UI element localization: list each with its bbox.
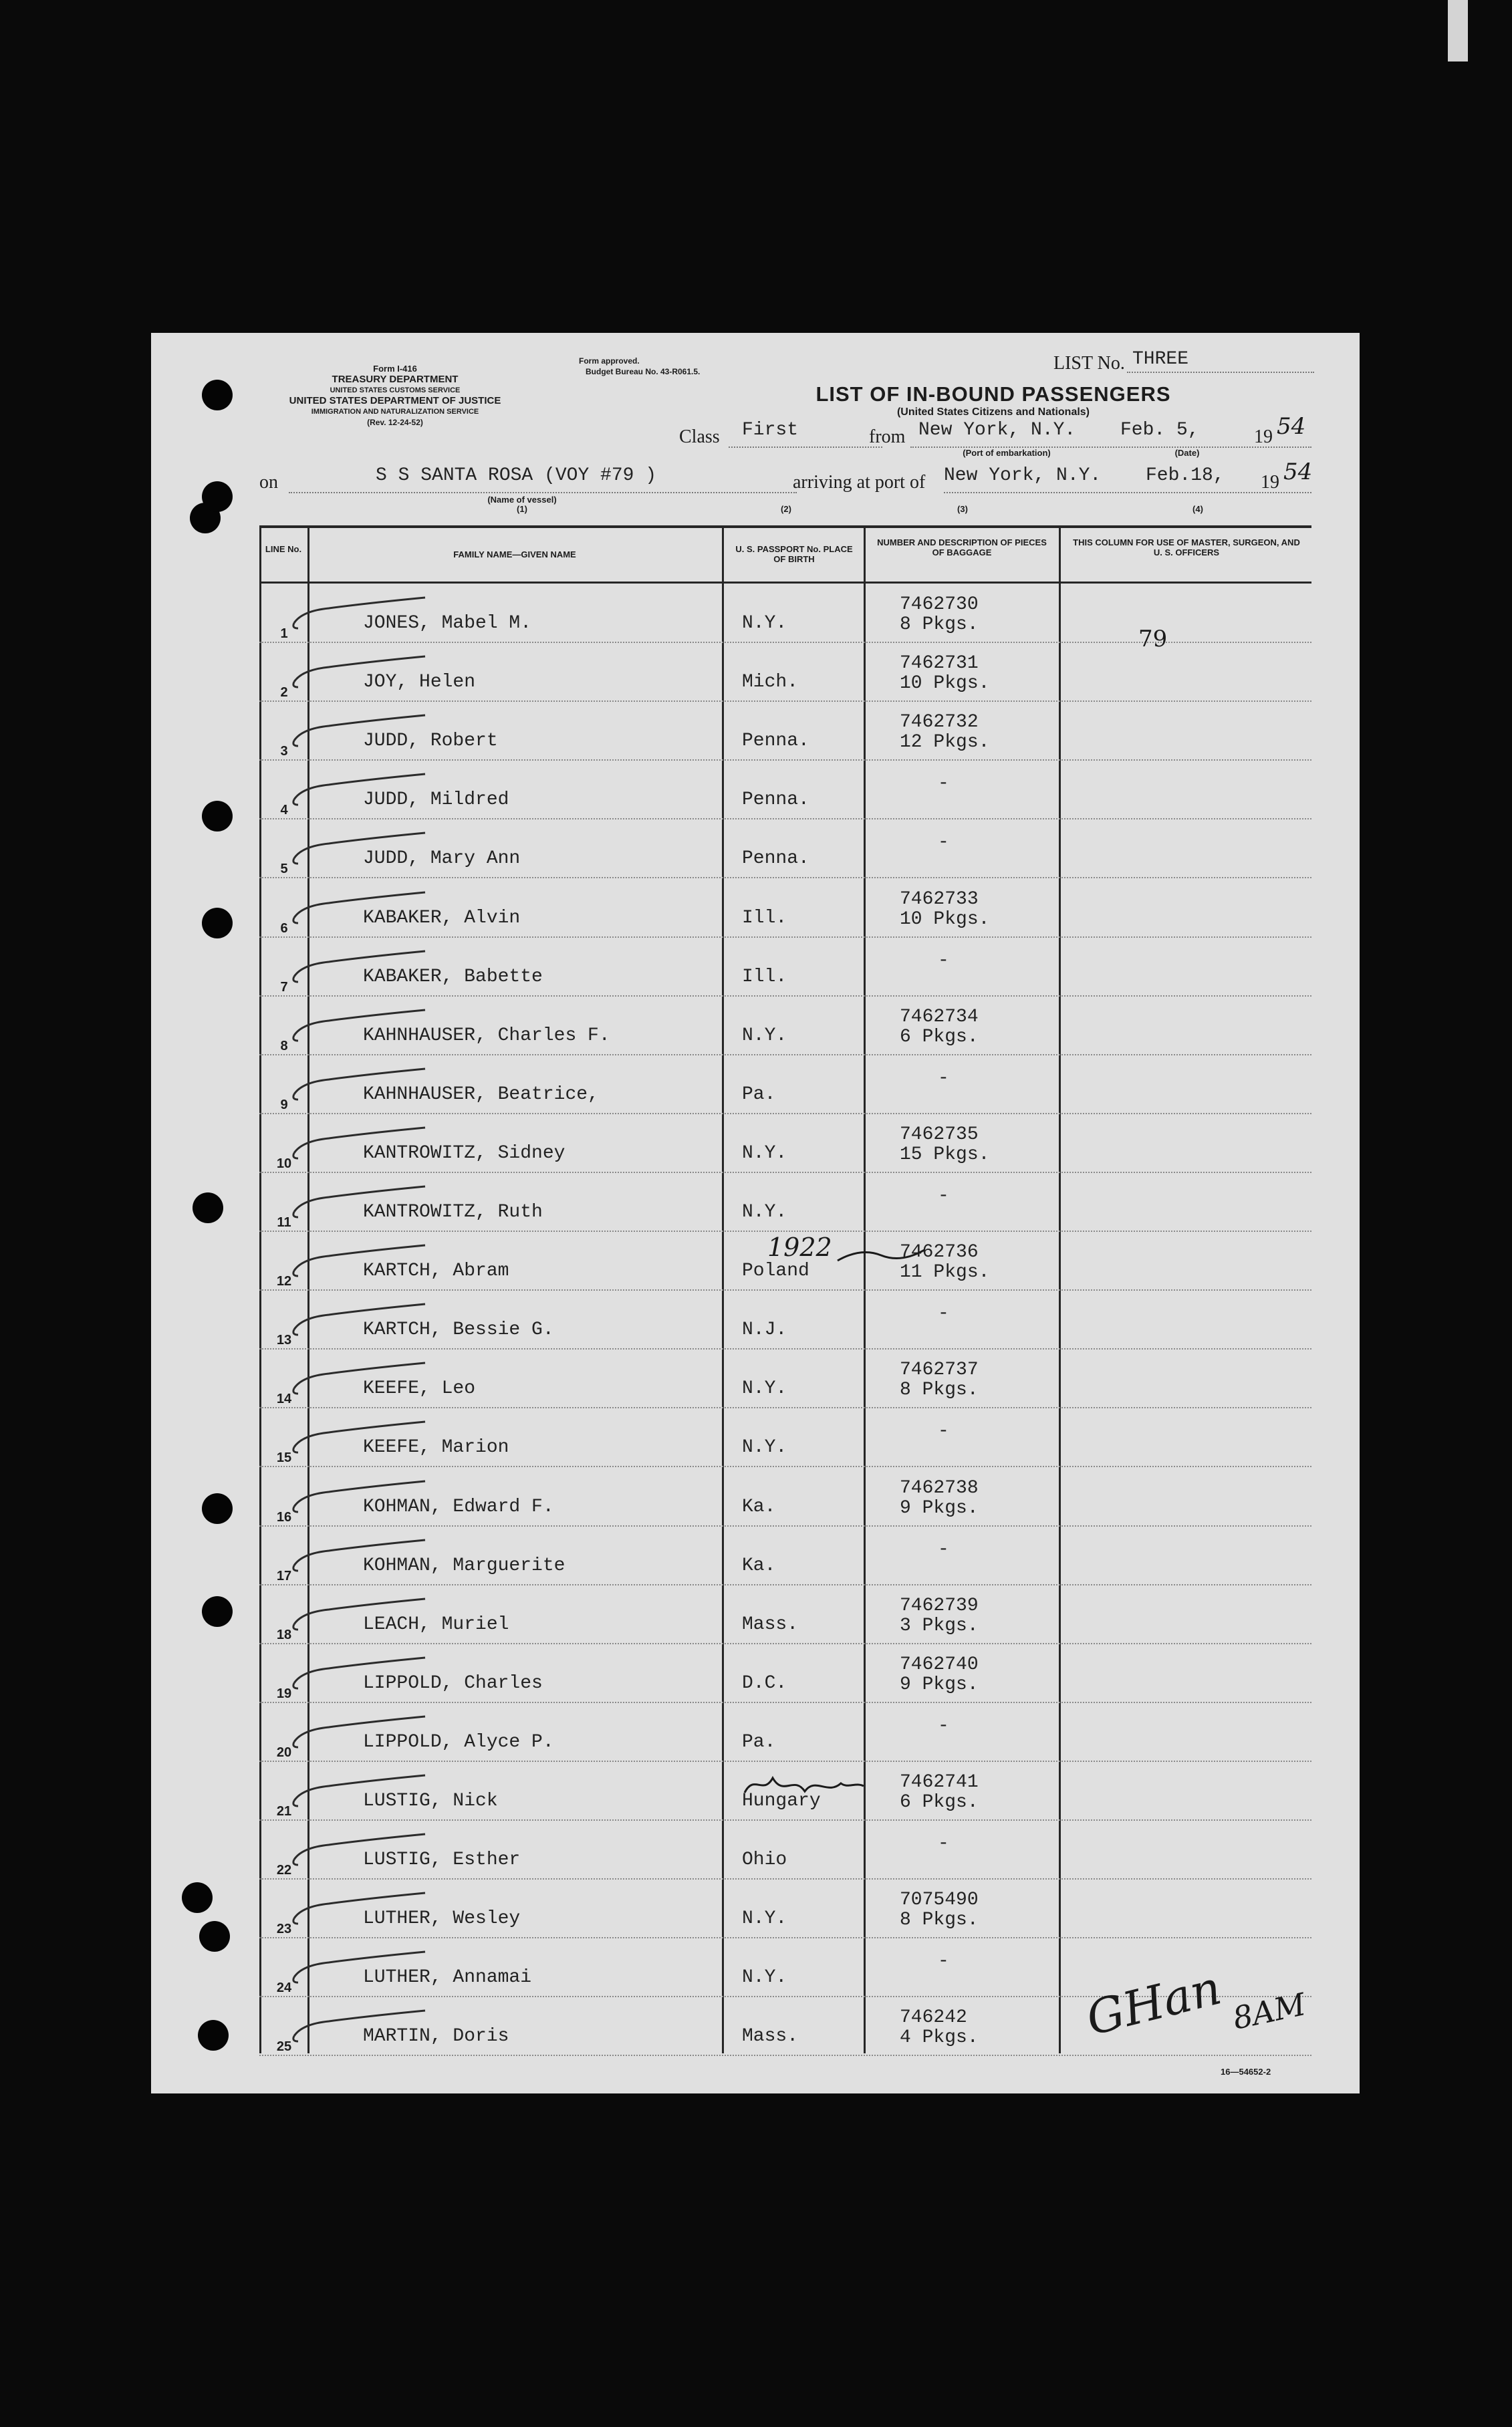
vessel-caption: (Name of vessel) [487,495,557,505]
on-label: on [259,472,278,493]
table-row [259,1880,1311,1938]
passenger-name: JOY, Helen [363,672,476,693]
place-of-birth: N.Y. [742,1025,787,1046]
baggage-number: 7462737 [900,1360,979,1381]
place-of-birth: N.Y. [742,1142,787,1164]
passenger-name: LUTHER, Wesley [363,1908,521,1930]
caption-3: (3) [957,504,968,514]
line-number: 7 [280,979,288,995]
form-number: Form I-416 [373,364,417,374]
baggage-dash: - [938,773,949,795]
kartch-year-note: 1922 [767,1233,832,1262]
caption-1: (1) [517,504,527,514]
passenger-name: MARTIN, Doris [363,2026,509,2047]
form-revision: (Rev. 12-24-52) [367,418,423,427]
line-number: 23 [276,1922,292,1937]
baggage-description: 15 Pkgs. [900,1144,990,1165]
baggage-description: 6 Pkgs. [900,1792,979,1813]
list-no-value: THREE [1132,349,1189,370]
arrival-date: Feb.18, [1146,465,1225,486]
punch-hole [182,1882,213,1913]
line-number: 5 [280,862,288,877]
passenger-name: KEEFE, Marion [363,1437,509,1458]
baggage-number: 7462741 [900,1772,979,1793]
place-of-birth: N.Y. [742,1967,787,1989]
punch-hole [199,1921,230,1952]
passenger-name: KABAKER, Alvin [363,907,521,928]
place-of-birth: Ill. [742,966,787,987]
table-row [259,1527,1311,1585]
officer-note-79: 79 [1138,626,1168,652]
col-header-officers: THIS COLUMN FOR USE OF MASTER, SURGEON, AND U. S. OFFICERS [1073,537,1300,557]
passenger-name: KARTCH, Bessie G. [363,1319,554,1341]
place-of-birth: N.Y. [742,613,787,634]
form-approved: Form approved. [579,356,640,366]
baggage-description: 9 Pkgs. [900,1674,979,1695]
passenger-name: KOHMAN, Edward F. [363,1496,554,1517]
line-number: 12 [276,1274,292,1289]
kartch-connector-stroke [834,1241,928,1267]
port-embarkation-caption: (Port of embarkation) [963,448,1051,458]
line-number: 10 [276,1156,292,1171]
place-of-birth: N.Y. [742,1202,787,1223]
from-label: from [869,426,906,447]
place-of-birth: Pa. [742,1083,776,1105]
baggage-number: 7075490 [900,1890,979,1911]
baggage-description: 10 Pkgs. [900,673,990,694]
passenger-name: JONES, Mabel M. [363,613,532,634]
table-row [259,938,1311,997]
baggage-dash: - [938,950,949,971]
punch-hole [193,1192,223,1223]
place-of-birth: Mich. [742,672,799,693]
baggage-dash: - [938,1421,949,1442]
table-header-rule [259,582,1311,584]
table-row [259,1585,1311,1644]
passenger-name: JUDD, Robert [363,731,498,752]
passenger-name: LIPPOLD, Charles [363,1672,543,1694]
passenger-table [259,525,1311,2053]
table-row [259,1703,1311,1762]
line-number: 2 [280,685,288,700]
passenger-name: KAHNHAUSER, Charles F. [363,1025,610,1046]
document-title: LIST OF IN-BOUND PASSENGERS [815,382,1171,406]
table-row [259,761,1311,819]
baggage-number: 746242 [900,2007,967,2029]
baggage-number: 7462736 [900,1242,979,1263]
place-of-birth: Penna. [742,731,809,752]
budget-bureau: Budget Bureau No. 43-R061.5. [586,367,701,376]
baggage-description: 8 Pkgs. [900,1380,979,1401]
line-number: 3 [280,744,288,759]
place-of-birth: Ka. [742,1555,776,1576]
place-of-birth: Penna. [742,848,809,870]
passenger-name: KOHMAN, Marguerite [363,1555,565,1576]
baggage-dash: - [938,1186,949,1206]
passenger-name: JUDD, Mildred [363,789,509,811]
passenger-name: KAHNHAUSER, Beatrice, [363,1083,599,1105]
departure-date: Feb. 5, [1120,420,1199,440]
date-caption: (Date) [1174,448,1200,458]
scan-edge-mark [1448,0,1468,61]
line-number: 1 [280,626,288,641]
baggage-number: 7462730 [900,594,979,615]
list-no-label: LIST No. [1053,353,1125,374]
col-header-name: FAMILY NAME—GIVEN NAME [453,549,576,559]
baggage-number: 7462738 [900,1477,979,1499]
baggage-description: 12 Pkgs. [900,732,990,753]
line-number: 19 [276,1686,292,1701]
list-no-line [1127,372,1314,373]
place-of-birth: Ill. [742,907,787,928]
passenger-name: KABAKER, Babette [363,966,543,987]
arriving-line [944,492,1311,493]
place-of-birth: Hungary [742,1791,821,1811]
place-of-birth: N.J. [742,1319,787,1341]
baggage-description: 6 Pkgs. [900,1026,979,1047]
baggage-number: 7462739 [900,1595,979,1616]
line-number: 20 [276,1745,292,1760]
table-row [259,1350,1311,1408]
baggage-description: 9 Pkgs. [900,1497,979,1519]
passenger-name: LEACH, Muriel [363,1614,509,1635]
baggage-description: 10 Pkgs. [900,908,990,930]
agency-customs: UNITED STATES CUSTOMS SERVICE [330,386,461,394]
line-number: 6 [280,920,288,936]
col-header-line: LINE No. [265,544,302,554]
caption-2: (2) [781,504,791,514]
class-line [729,446,882,448]
place-of-birth: Ka. [742,1496,776,1517]
place-of-birth: Mass. [742,1614,799,1635]
punch-hole [198,2020,229,2051]
place-of-birth: N.Y. [742,1437,787,1458]
table-row [259,702,1311,761]
punch-hole [202,1596,233,1627]
class-label: Class [679,426,720,447]
place-of-birth: Poland [742,1261,809,1282]
vessel-line [289,492,797,493]
agency-treasury: TREASURY DEPARTMENT [332,374,459,385]
place-of-birth: Pa. [742,1731,776,1753]
table-row [259,1114,1311,1173]
document-subtitle: (United States Citizens and Nationals) [896,406,1090,418]
table-row [259,997,1311,1055]
table-row [259,879,1311,938]
officer-initials: 8AM [1229,1986,1309,2037]
table-row [259,1055,1311,1114]
place-of-birth: N.Y. [742,1908,787,1930]
vessel-name: S S SANTA ROSA (VOY #79 ) [376,465,657,486]
col-header-baggage: NUMBER AND DESCRIPTION OF PIECES OF BAGGAGE [877,537,1047,557]
passenger-name: JUDD, Mary Ann [363,848,521,870]
line-number: 24 [276,1981,292,1996]
punch-hole [202,801,233,832]
from-value: New York, N.Y. [918,420,1076,440]
year-prefix-departure: 19 [1254,426,1273,447]
table-row [259,1291,1311,1350]
punch-hole [202,380,233,410]
agency-ins: IMMIGRATION AND NATURALIZATION SERVICE [311,408,479,416]
year-prefix-arrival: 19 [1261,472,1279,493]
table-top-rule [259,525,1311,528]
place-of-birth: D.C. [742,1672,787,1694]
baggage-number: 7462731 [900,653,979,674]
place-of-birth: Ohio [742,1849,787,1871]
line-number: 21 [276,1804,292,1819]
line-number: 4 [280,803,288,818]
baggage-description: 8 Pkgs. [900,1910,979,1931]
passenger-name: LUTHER, Annamai [363,1967,532,1989]
baggage-number: 7462733 [900,888,979,910]
row-rule [259,2055,1311,2056]
line-number: 14 [276,1392,292,1407]
table-row [259,819,1311,878]
line-number: 15 [276,1450,292,1466]
baggage-dash: - [938,1715,949,1737]
hungary-overwrite-stroke [741,1769,868,1802]
line-number: 9 [280,1097,288,1112]
line-number: 18 [276,1627,292,1642]
punch-hole [202,1493,233,1524]
year-arrival: 54 [1283,459,1313,485]
baggage-description: 3 Pkgs. [900,1615,979,1636]
line-number: 25 [276,2039,292,2055]
table-row [259,1408,1311,1467]
passenger-name: LUSTIG, Esther [363,1849,521,1871]
baggage-description: 8 Pkgs. [900,614,979,635]
punch-hole [202,481,233,512]
table-row [259,1821,1311,1880]
place-of-birth: Penna. [742,789,809,811]
baggage-number: 7462732 [900,712,979,733]
arriving-label: arriving at port of [793,472,926,493]
punch-hole [202,908,233,938]
passenger-name: KANTROWITZ, Sidney [363,1142,565,1164]
passenger-name: LUSTIG, Nick [363,1791,498,1811]
baggage-description: 4 Pkgs. [900,2027,979,2049]
baggage-dash: - [938,832,949,854]
baggage-number: 7462734 [900,1006,979,1027]
line-number: 17 [276,1568,292,1583]
line-number: 13 [276,1333,292,1348]
line-number: 22 [276,1863,292,1878]
baggage-dash: - [938,1833,949,1855]
line-number: 16 [276,1509,292,1525]
place-of-birth: N.Y. [742,1378,787,1400]
baggage-description: 11 Pkgs. [900,1262,990,1283]
baggage-dash: - [938,1539,949,1560]
baggage-dash: - [938,1303,949,1325]
passenger-name: LIPPOLD, Alyce P. [363,1731,554,1753]
class-value: First [742,420,799,440]
caption-4: (4) [1192,504,1203,514]
passenger-name: KARTCH, Abram [363,1261,509,1282]
baggage-dash: - [938,1067,949,1089]
officer-signature: GHan [1081,1960,1227,2047]
line-number: 11 [277,1215,291,1230]
place-of-birth: Mass. [742,2026,799,2047]
passenger-manifest-page [151,333,1360,2093]
col-header-passport: U. S. PASSPORT No. PLACE OF BIRTH [735,544,853,564]
agency-justice: UNITED STATES DEPARTMENT OF JUSTICE [289,395,501,406]
line-number: 8 [280,1038,288,1053]
baggage-dash: - [938,1951,949,1972]
table-row [259,1644,1311,1703]
footer-code: 16—54652-2 [1221,2067,1271,2077]
table-row [259,1468,1311,1527]
year-departure: 54 [1277,413,1306,440]
passenger-name: KEEFE, Leo [363,1378,476,1400]
arriving-port: New York, N.Y. [944,465,1102,486]
passenger-name: KANTROWITZ, Ruth [363,1202,543,1223]
baggage-number: 7462740 [900,1654,979,1675]
table-row [259,1173,1311,1232]
baggage-number: 7462735 [900,1124,979,1145]
